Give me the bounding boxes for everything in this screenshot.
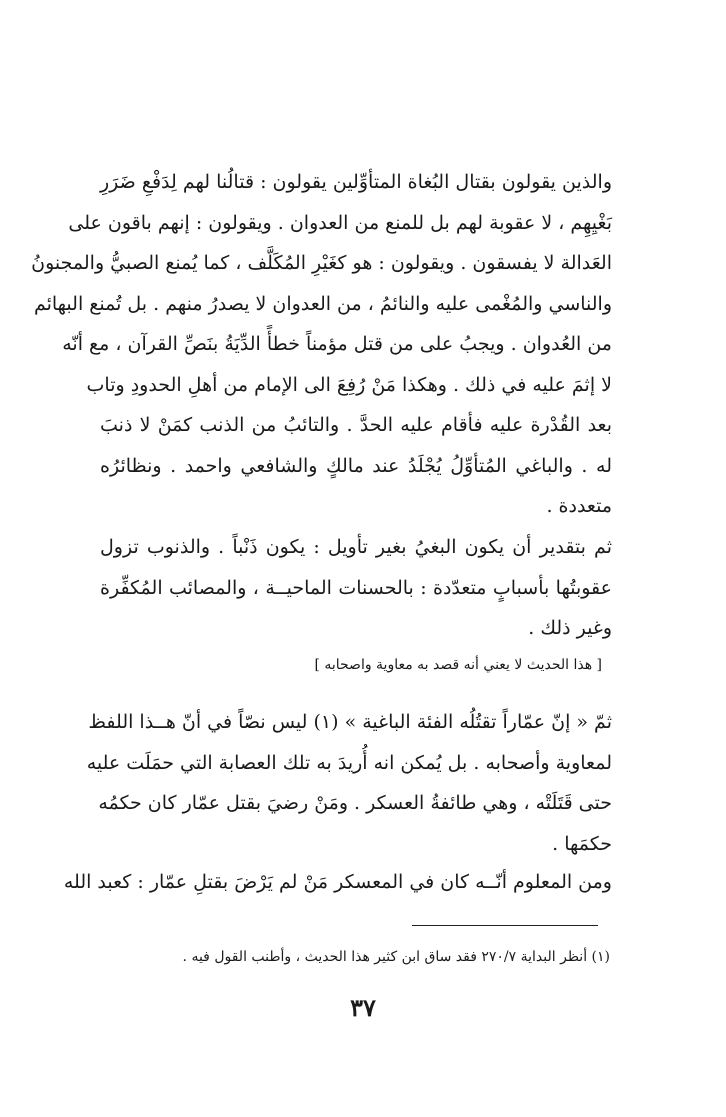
text-line: وغير ذلك .: [528, 617, 612, 639]
text-line: حكمَها .: [552, 832, 612, 855]
text-line: متعددة .: [546, 495, 612, 517]
paragraph-4: [63, 862, 612, 903]
text-line: بَغْيِهِم ، لا عقوبة لهم بل للمنع من العدوان . ويقولون : إنهم باقون على: [68, 211, 612, 234]
text-line: والذين يقولون بقتال البُغاة المتأوِّلين يقولون : قتالُنا لهم لِدَفْعِ ضَرَرِ: [100, 171, 612, 193]
paragraph-2: [100, 527, 612, 649]
footnote: (١) أنظر البداية ٢٧٠/٧ فقد ساق ابن كثير هذا الحديث ، وأطنب القول فيه .: [182, 949, 610, 965]
text-line: بعد القُدْرة عليه فأقام عليه الحدَّ . والتائبُ من الذنب كمَنْ لا ذنبَ: [100, 414, 612, 436]
text-line: ثمّ « إنّ عمّاراً تقتُلُه الفئة الباغية » (١) ليس نصّاً في أنّ هــذا اللفظ: [88, 711, 612, 733]
text-line: والناسي والمُغْمى عليه والنائمُ ، من العدوان لا يصدرُ منهم . بل تُمنع البهائم: [33, 292, 612, 315]
paragraph-3: [86, 702, 612, 864]
text-line: العَدالة لا يفسقون . ويقولون : هو كغَيْرِ المُكَلَّف ، كما يُمنع الصبيُّ والمجنونُ: [31, 252, 612, 274]
text-line: حتى قَتَلَتْه ، وهي طائفةُ العسكر . ومَنْ رضيَ بقتل عمّار كان حكمُه: [98, 792, 612, 814]
text-line: لمعاوية وأصحابه . بل يُمكن انه أُريدَ به تلك العصابة التي حمَلَت عليه: [86, 751, 612, 774]
text-line: له . والباغي المُتأوِّلُ يُجْلَدُ عند مالكٍ والشافعي واحمد . ونظائرُه: [100, 454, 612, 477]
text-line: من العُدوان . ويجبُ على من قتل مؤمناً خطأً الدِّيَةُ بنَصِّ القرآن ، مع أنّه: [62, 333, 612, 355]
text-line: لا إثمَ عليه في ذلك . وهكذا مَنْ رُفِعَ الى الإمام من أهلِ الحدودِ وتاب: [86, 373, 612, 396]
text-line: ومن المعلوم أنّــه كان في المعسكر مَنْ لم يَرْضَ بقتلِ عمّار : كعبد الله: [63, 871, 612, 893]
bracketed-note: [ هذا الحديث لا يعني أنه قصد به معاوية واصحابه ]: [314, 657, 602, 673]
paragraph-1: [31, 162, 612, 527]
footnote-divider: [412, 925, 598, 926]
text-line: عقوبتُها بأسبابٍ متعدّدة : بالحسنات الماحيــة ، والمصائب المُكفِّرة: [100, 576, 612, 599]
page-number: ٣٧: [350, 993, 376, 1022]
text-line: ثم بتقدير أن يكون البغيُ بغير تأويل : يكون ذَنْباً . والذنوب تزول: [100, 536, 612, 558]
